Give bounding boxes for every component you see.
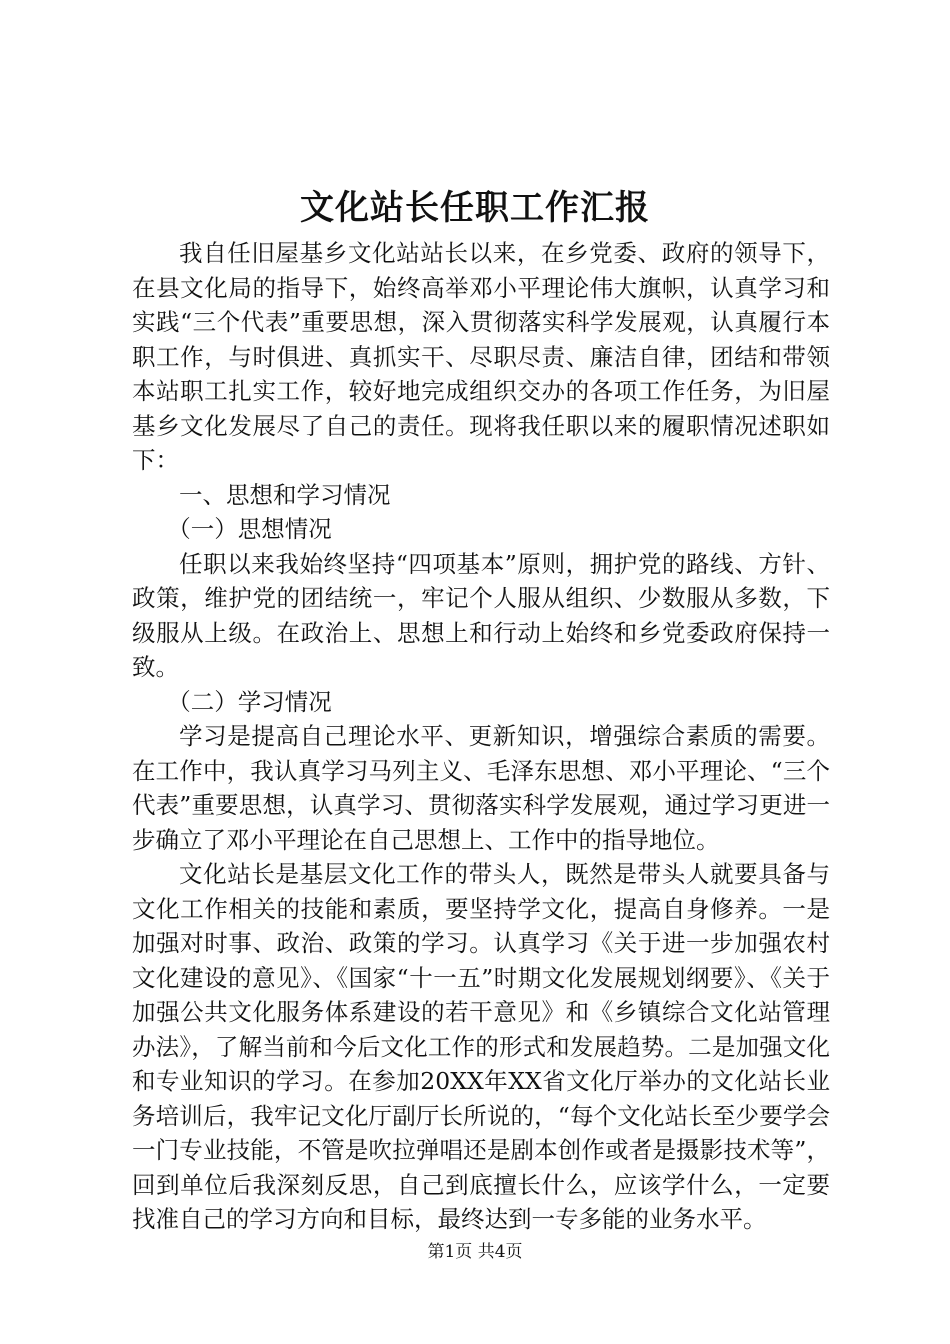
document-body (132, 236, 830, 1237)
paragraph-intro: 我自任旧屋基乡文化站站长以来，在乡党委、政府的领导下，在县文化局的指导下，始终高举邓小平理论伟大旗帜，认真学习和实践“三个代表”重要思想，深入贯彻落实科学发展观，认真履行本职工作，与时俱进、真抓实干、尽职尽责、廉洁自律，团结和带领本站职工扎实工作，较好地完成组织交办的各项工作任务，为旧屋基乡文化发展尽了自己的责任。现将我任职以来的履职情况述职如下： (132, 239, 830, 474)
subsection-heading-thought: （一）思想情况 (167, 515, 332, 543)
page-footer: 第1页 共4页 (427, 1242, 523, 1262)
document-title: 文化站长任职工作汇报 (300, 188, 650, 228)
section-heading-1: 一、思想和学习情况 (179, 480, 391, 509)
paragraph-study: 学习是提高自己理论水平、更新知识，增强综合素质的需要。在工作中，我认真学习马列主义、毛泽东思想、邓小平理论、“三个代表”重要思想，认真学习、贯彻落实科学发展观，通过学习更进一步确立了邓小平理论在自己思想上、工作中的指导地位。 (132, 722, 830, 854)
paragraph-thought: 任职以来我始终坚持“四项基本”原则，拥护党的路线、方针、政策，维护党的团结统一，牢记个人服从组织、少数服从多数，下级服从上级。在政治上、思想上和行动上始终和乡党委政府保持一致。 (132, 549, 830, 681)
subsection-heading-study: （二）学习情况 (167, 687, 332, 716)
paragraph-station-head: 文化站长是基层文化工作的带头人，既然是带头人就要具备与文化工作相关的技能和素质，要坚持学文化，提高自身修养。一是加强对时事、政治、政策的学习。认真学习《关于进一步加强农村文化建设的意见》、《国家“十一五”时期文化发展规划纲要》、《关于加强公共文化服务体系建设的若干意见》和《乡镇综合文化站管理办法》，了解当前和今后文化工作的形式和发展趋势。二是加强文化和专业知识的学习。在参加20XX年XX省文化厅举办的文化站长业务培训后，我牢记文化厅副厅长所说的，“每个文化站长至少要学会一门专业技能，不管是吹拉弹唱还是剧本创作或者是摄影技术等”，回到单位后我深刻反思，自己到底擅长什么，应该学什么，一定要找准自己的学习方向和目标，最终达到一专多能的业务水平。 (132, 860, 830, 1233)
